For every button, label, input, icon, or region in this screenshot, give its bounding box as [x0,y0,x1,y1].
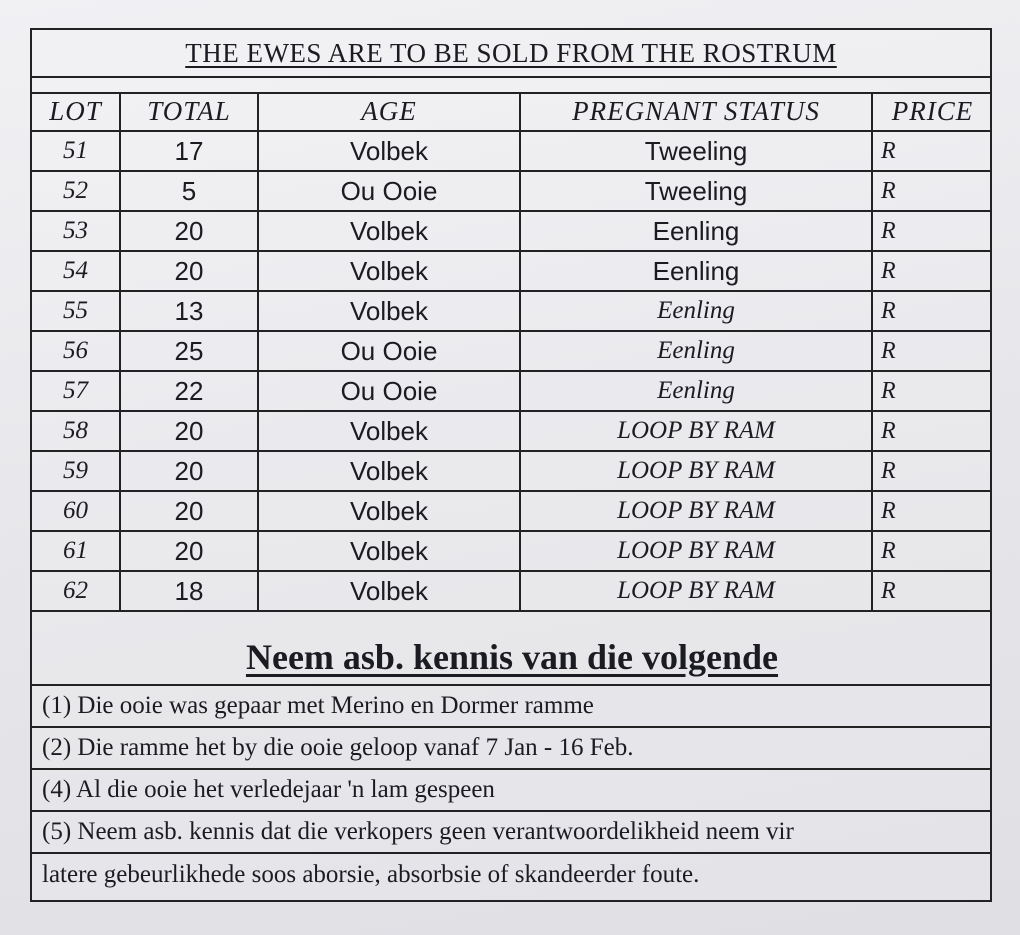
age-cell: Volbek [258,451,520,491]
status-cell: Eenling [520,371,872,411]
status-cell: LOOP BY RAM [520,411,872,451]
lot-cell: 61 [32,531,120,571]
title-text: THE EWES ARE TO BE SOLD FROM THE ROSTRUM [185,38,837,68]
age-cell: Ou Ooie [258,171,520,211]
price-cell: R [872,171,992,211]
total-cell: 5 [120,171,258,211]
status-cell: Tweeling [520,131,872,171]
price-cell: R [872,491,992,531]
table-row [32,451,992,491]
note-item: (1) Die ooie was gepaar met Merino en Dormer ramme [32,686,992,728]
age-cell: Volbek [258,491,520,531]
table-row [32,491,992,531]
age-cell: Volbek [258,291,520,331]
table-row [32,571,992,611]
lot-cell: 55 [32,291,120,331]
price-cell: R [872,571,992,611]
total-cell: 22 [120,371,258,411]
total-cell: 17 [120,131,258,171]
status-cell: LOOP BY RAM [520,451,872,491]
total-cell: 20 [120,491,258,531]
price-cell: R [872,531,992,571]
age-cell: Volbek [258,251,520,291]
note-item: (2) Die ramme het by die ooie geloop vanaf 7 Jan - 16 Feb. [32,728,992,770]
age-cell: Volbek [258,211,520,251]
notes-heading-text: Neem asb. kennis van die volgende [245,637,779,677]
lot-cell: 59 [32,451,120,491]
age-cell: Volbek [258,131,520,171]
lot-cell: 60 [32,491,120,531]
col-header-pregnant-status: PREGNANT STATUS [520,92,872,131]
age-cell: Volbek [258,411,520,451]
table-row [32,211,992,251]
table-row [32,171,992,211]
age-cell: Volbek [258,571,520,611]
price-cell: R [872,451,992,491]
status-cell: Eenling [520,331,872,371]
status-cell: Eenling [520,251,872,291]
status-cell: LOOP BY RAM [520,491,872,531]
price-cell: R [872,411,992,451]
price-cell: R [872,211,992,251]
status-cell: LOOP BY RAM [520,531,872,571]
note-item: latere gebeurlikhede soos aborsie, absorbsie of skandeerder foute. [42,861,700,888]
table-row [32,531,992,571]
lot-cell: 56 [32,331,120,371]
lot-cell: 54 [32,251,120,291]
lot-cell: 57 [32,371,120,411]
total-cell: 20 [120,251,258,291]
lot-cell: 53 [32,211,120,251]
lot-cell: 58 [32,411,120,451]
age-cell: Ou Ooie [258,331,520,371]
table-row [32,331,992,371]
col-header-total: TOTAL [120,92,258,131]
sale-table-frame [30,28,992,902]
price-cell: R [872,291,992,331]
status-cell: LOOP BY RAM [520,571,872,611]
header-row [32,92,992,131]
age-cell: Volbek [258,531,520,571]
total-cell: 20 [120,211,258,251]
notes-heading [32,628,992,686]
note-item: (4) Al die ooie het verledejaar 'n lam gespeen [32,770,992,812]
price-cell: R [872,331,992,371]
total-cell: 20 [120,411,258,451]
table-row [32,371,992,411]
status-cell: Tweeling [520,171,872,211]
price-cell: R [872,371,992,411]
total-cell: 13 [120,291,258,331]
lots-table [32,92,992,612]
price-cell: R [872,251,992,291]
total-cell: 25 [120,331,258,371]
table-row [32,251,992,291]
table-row [32,291,992,331]
col-header-lot: LOT [32,92,120,131]
total-cell: 18 [120,571,258,611]
total-cell: 20 [120,531,258,571]
col-header-price: PRICE [872,92,992,131]
status-cell: Eenling [520,291,872,331]
lot-cell: 52 [32,171,120,211]
lot-cell: 51 [32,131,120,171]
lot-cell: 62 [32,571,120,611]
age-cell: Ou Ooie [258,371,520,411]
table-row [32,411,992,451]
price-cell: R [872,131,992,171]
lots-table-body [32,131,992,611]
notes-section [32,628,992,898]
total-cell: 20 [120,451,258,491]
status-cell: Eenling [520,211,872,251]
col-header-age: AGE [258,92,520,131]
table-title [32,30,990,78]
table-row [32,131,992,171]
note-item: (5) Neem asb. kennis dat die verkopers geen verantwoordelikheid neem vir [32,812,992,854]
